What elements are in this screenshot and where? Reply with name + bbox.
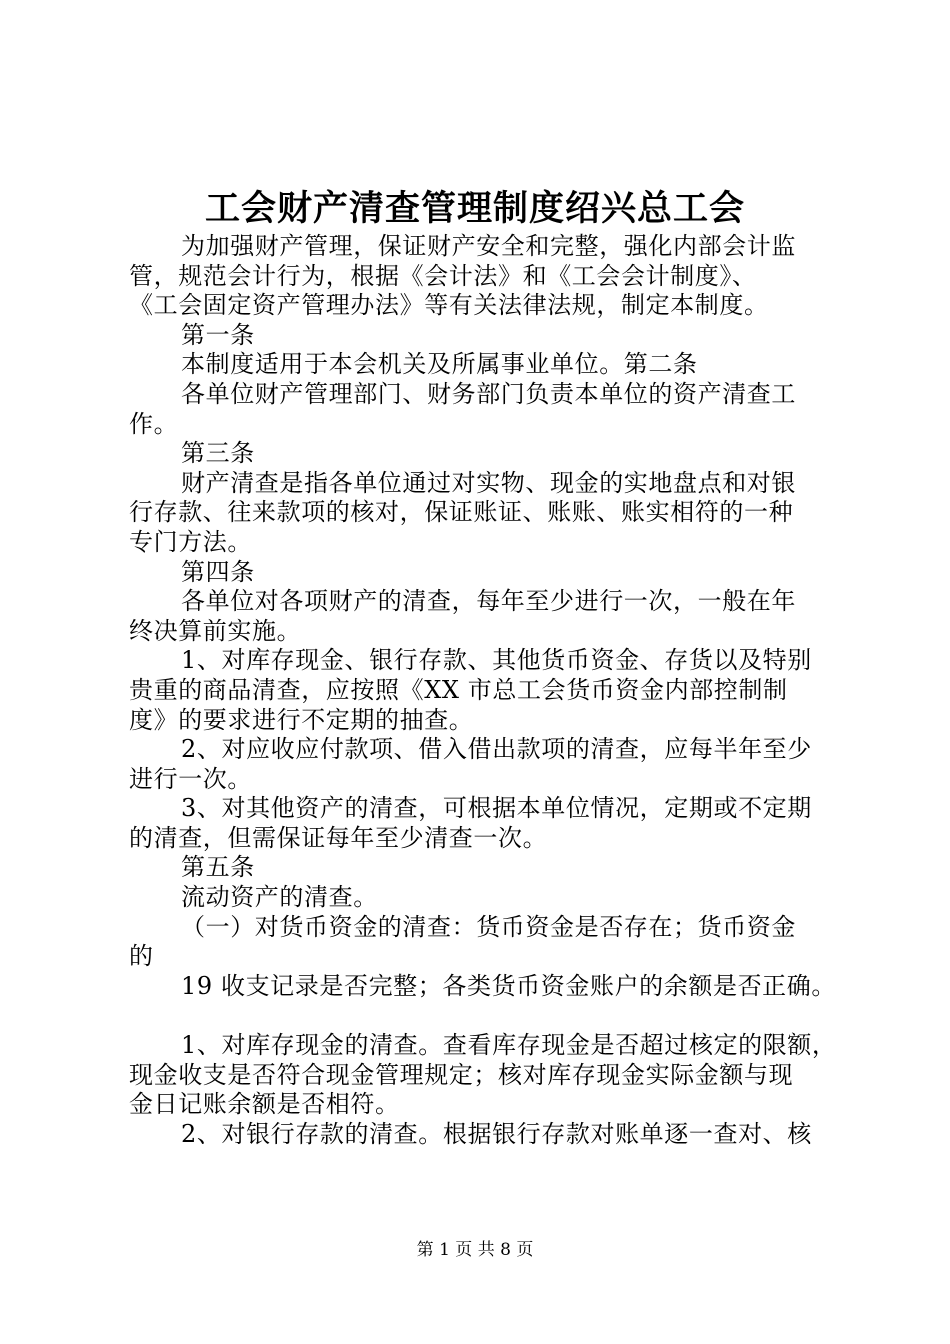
text-line: 各单位对各项财产的清查，每年至少进行一次，一般在年	[181, 587, 796, 616]
text-line: 度》的要求进行不定期的抽查。	[129, 705, 474, 734]
article-heading: 第四条	[181, 557, 255, 586]
text-line: 2、对应收应付款项、借入借出款项的清查，应每半年至少	[181, 735, 812, 764]
text-line: 1、对库存现金、银行存款、其他货币资金、存货以及特别	[181, 646, 812, 675]
text-line: 1、对库存现金的清查。查看库存现金是否超过核定的限额，	[181, 1031, 837, 1060]
text-line: 为加强财产管理，保证财产安全和完整，强化内部会计监	[181, 232, 796, 260]
blank-line	[129, 1001, 839, 1031]
text-line: 的	[129, 942, 154, 971]
text-line: 各单位财产管理部门、财务部门负责本单位的资产清查工	[181, 379, 796, 408]
text-line: 本制度适用于本会机关及所属事业单位。第二条	[181, 350, 698, 379]
article-heading: 第五条	[181, 853, 255, 882]
text-line: 贵重的商品清查，应按照《XX 市总工会货币资金内部控制制	[129, 675, 788, 704]
text-line: 《工会固定资产管理办法》等有关法律法规，制定本制度。	[129, 291, 769, 320]
text-line: 财产清查是指各单位通过对实物、现金的实地盘点和对银	[181, 468, 796, 497]
text-line: 金日记账余额是否相符。	[129, 1090, 400, 1119]
article-heading: 第三条	[181, 439, 255, 468]
text-line: 专门方法。	[129, 527, 252, 556]
text-line: （一）对货币资金的清查：货币资金是否存在；货币资金	[181, 912, 796, 941]
document-body	[129, 232, 839, 1149]
text-line: 管，规范会计行为，根据《会计法》和《工会会计制度》、	[129, 261, 757, 290]
text-line: 19 收支记录是否完整；各类货币资金账户的余额是否正确。	[181, 971, 836, 1000]
article-heading: 第一条	[181, 320, 255, 349]
document-title: 工会财产清查管理制度绍兴总工会	[204, 188, 745, 229]
text-line: 3、对其他资产的清查，可根据本单位情况，定期或不定期	[181, 794, 812, 823]
page-number: 第 1 页 共 8 页	[416, 1240, 534, 1260]
text-line: 终决算前实施。	[129, 616, 302, 645]
text-line: 的清查，但需保证每年至少清查一次。	[129, 823, 548, 852]
text-line: 进行一次。	[129, 764, 252, 793]
text-line: 作。	[129, 409, 179, 438]
text-line: 行存款、往来款项的核对，保证账证、账账、账实相符的一种	[129, 498, 794, 527]
text-line: 现金收支是否符合现金管理规定；核对库存现金实际金额与现	[129, 1060, 794, 1089]
text-line: 2、对银行存款的清查。根据银行存款对账单逐一查对、核	[181, 1119, 812, 1148]
text-line: 流动资产的清查。	[181, 883, 378, 912]
